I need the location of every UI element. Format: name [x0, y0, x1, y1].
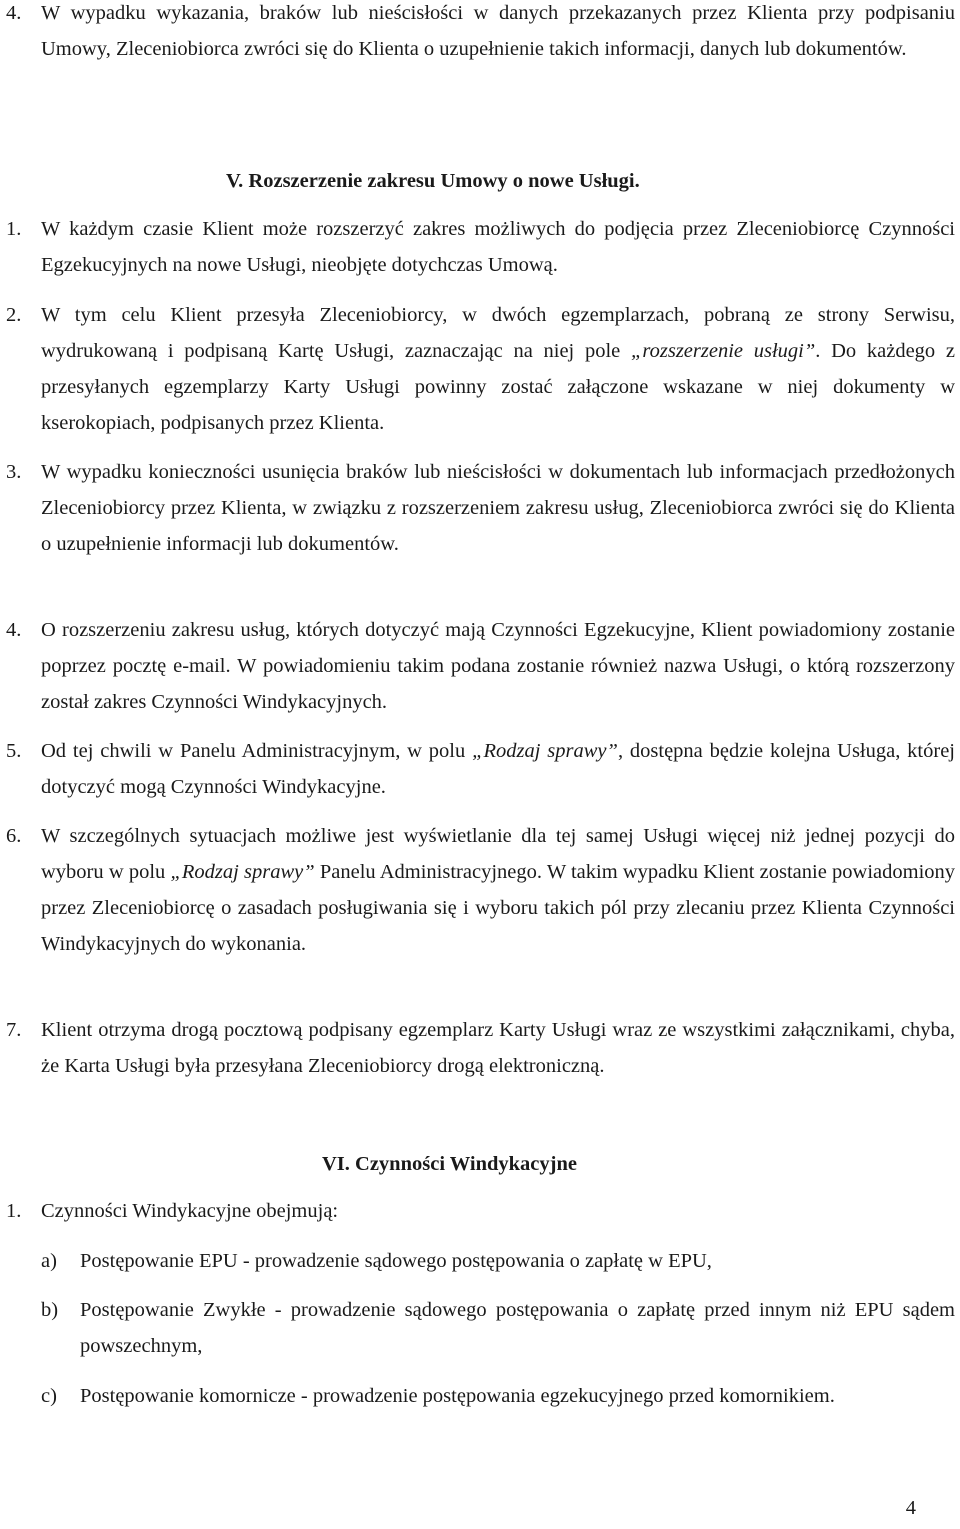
item-text: Klient otrzyma drogą pocztową podpisany egzemplarz Karty Usługi wraz ze wszystkimi załącznikami, chyba, że Karta Usługi była przesyłana Zleceniobiorcy drogą elektroniczną. — [41, 1019, 955, 1077]
list-item — [0, 1193, 960, 1229]
item-text: Postępowanie EPU - prowadzenie sądowego postępowania o zapłatę w EPU, — [80, 1250, 712, 1272]
sub-list-item — [0, 1292, 960, 1364]
item-number: 7. — [6, 1019, 22, 1041]
section-heading: VI. Czynności Windykacyjne — [322, 1153, 577, 1175]
italic-term: „rozszerzenie usługi” — [631, 340, 816, 362]
item-text: Od tej chwili w Panelu Administracyjnym, w polu „Rodzaj sprawy”, dostępna będzie kolejna Usługa, której dotyczyć mogą Czynności Windykacyjne. — [41, 740, 955, 798]
section-heading: V. Rozszerzenie zakresu Umowy o nowe Usługi. — [226, 170, 640, 192]
list-item — [0, 733, 960, 805]
item-letter: c) — [41, 1385, 57, 1407]
list-item — [0, 0, 960, 67]
item-number: 5. — [6, 740, 22, 762]
page-number: 4 — [905, 1497, 916, 1519]
item-text: Postępowanie Zwykłe - prowadzenie sądowego postępowania o zapłatę przed innym niż EPU sądem powszechnym, — [80, 1299, 955, 1357]
list-item — [0, 297, 960, 441]
item-text: Czynności Windykacyjne obejmują: — [41, 1200, 339, 1222]
item-number: 3. — [6, 461, 22, 483]
sub-list-item — [0, 1378, 960, 1414]
item-number: 4. — [6, 2, 22, 24]
item-letter: a) — [41, 1250, 57, 1272]
item-number: 6. — [6, 825, 22, 847]
item-text: Postępowanie komornicze - prowadzenie postępowania egzekucyjnego przed komornikiem. — [80, 1385, 835, 1407]
item-letter: b) — [41, 1299, 59, 1321]
item-text: W każdym czasie Klient może rozszerzyć zakres możliwych do podjęcia przez Zleceniobiorcę Czynności Egzekucyjnych na nowe Usługi, nieobjęte dotychczas Umową. — [41, 218, 955, 276]
item-text: O rozszerzeniu zakresu usług, których dotyczyć mają Czynności Egzekucyjne, Klient powiadomiony zostanie poprzez pocztę e-mail. W powiadomieniu takim podana zostanie również nazwa Usługi, o którą rozszerzony został zakres Czynności Windykacyjnych. — [41, 619, 955, 713]
list-item — [0, 818, 960, 962]
item-text: W szczególnych sytuacjach możliwe jest wyświetlanie dla tej samej Usługi więcej niż jednej pozycji do wyboru w polu „Rodzaj sprawy” Panelu Administracyjnego. W takim wypadku Klient zostanie powiadomiony przez Zleceniobiorcę o zasadach posługiwania się i wyboru takich pól przy zlecaniu przez Klienta Czynności Windykacyjnych do wykonania. — [41, 825, 956, 955]
list-item — [0, 211, 960, 283]
italic-term: „Rodzaj sprawy” — [472, 740, 618, 762]
sub-list-item — [0, 1243, 960, 1279]
item-text: W wypadku konieczności usunięcia braków lub nieścisłości w dokumentach lub informacjach przedłożonych Zleceniobiorcy przez Klienta, w związku z rozszerzeniem zakresu usług, Zleceniobiorca zwróci się do Klienta o uzupełnienie informacji lub dokumentów. — [41, 461, 955, 555]
list-item — [0, 454, 960, 562]
item-number: 1. — [6, 218, 22, 240]
item-number: 2. — [6, 304, 22, 326]
list-item — [0, 1012, 960, 1084]
italic-term: „Rodzaj sprawy” — [170, 861, 315, 883]
item-number: 4. — [6, 619, 22, 641]
list-item — [0, 612, 960, 720]
item-number: 1. — [6, 1200, 22, 1222]
item-text: W wypadku wykazania, braków lub nieścisłości w danych przekazanych przez Klienta przy podpisaniu Umowy, Zleceniobiorca zwróci się do Klienta o uzupełnienie takich informacji, danych lub dokumentów. — [41, 2, 955, 60]
item-text: W tym celu Klient przesyła Zleceniobiorcy, w dwóch egzemplarzach, pobraną ze strony Serwisu, wydrukowaną i podpisaną Kartę Usługi, zaznaczając na niej pole „rozszerzenie usługi”. Do każdego z przesyłanych egzemplarzy Karty Usługi powinny zostać załączone wskazane w niej dokumenty w kserokopiach, podpisanych przez Klienta. — [41, 304, 955, 434]
